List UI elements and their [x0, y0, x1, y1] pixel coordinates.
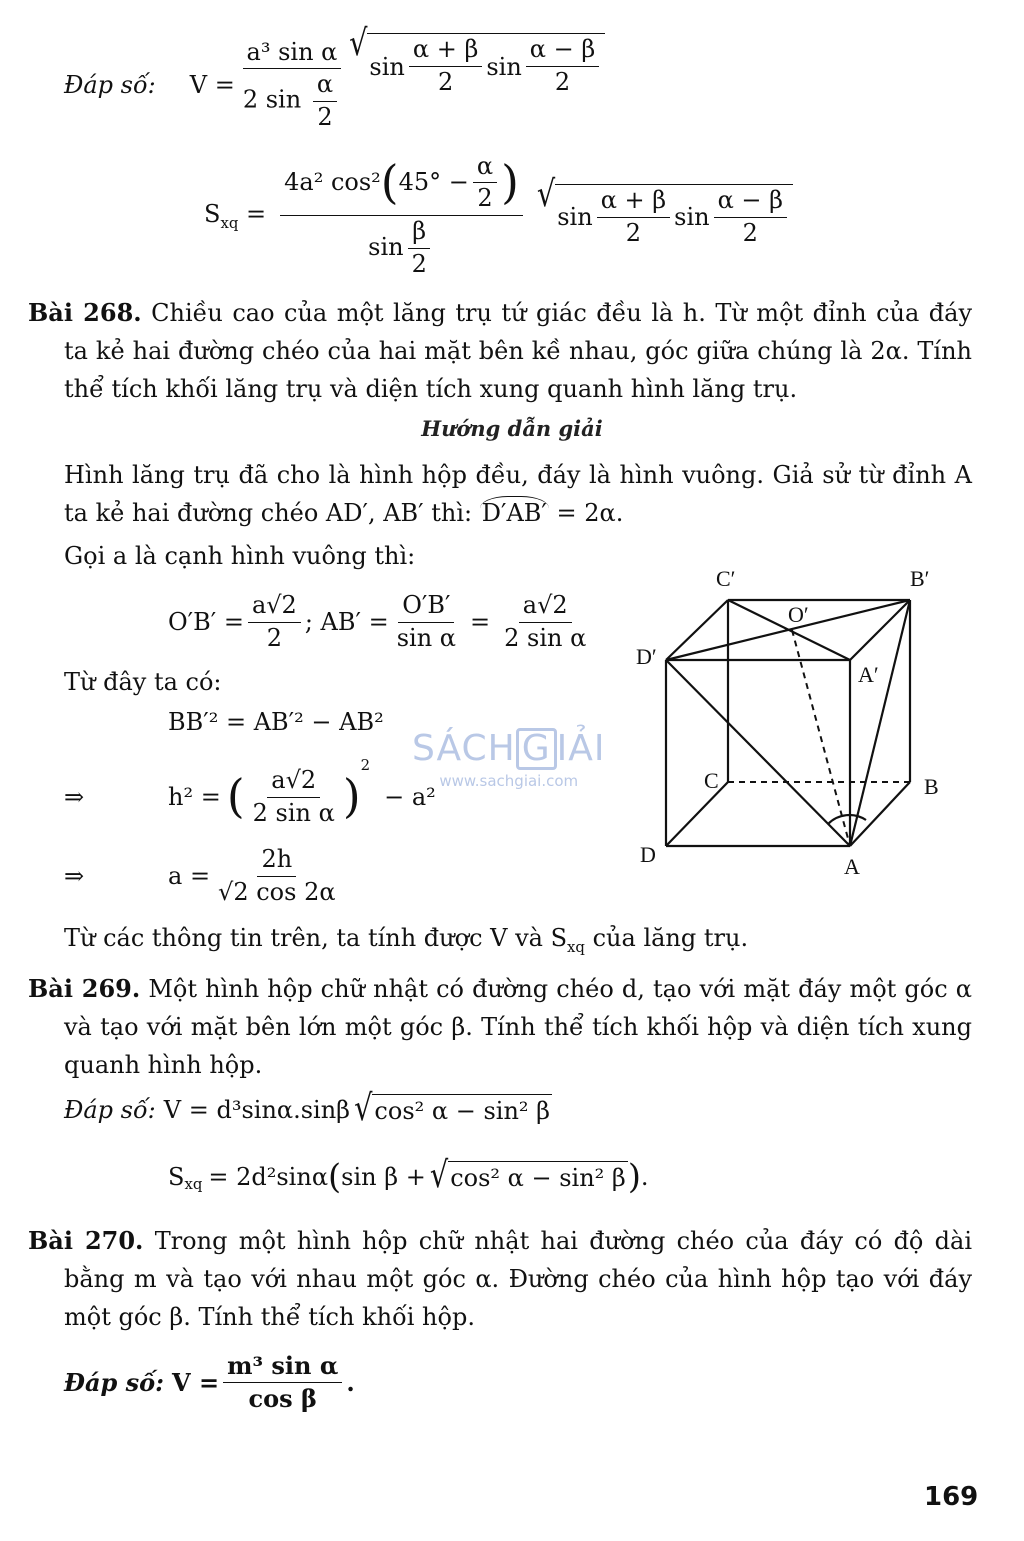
answer-v-formula	[64, 21, 605, 140]
sqrt	[536, 172, 793, 247]
sin-text: sin	[486, 52, 522, 81]
answer-269-v	[64, 1086, 552, 1129]
formula-text: = 2d²sinα	[208, 1162, 329, 1191]
sqrt-arg	[367, 33, 605, 96]
numerator: 2h	[257, 846, 296, 877]
logo-text: G	[516, 728, 557, 770]
label-d: D	[640, 842, 656, 867]
logo-text: SÁCH	[412, 728, 516, 769]
formula-text: h² =	[168, 783, 221, 811]
subscript: xq	[567, 937, 585, 956]
formula-text: sin β +	[341, 1162, 426, 1191]
implies-arrow: ⇒	[64, 783, 85, 811]
sin-text: sin	[557, 203, 593, 231]
paragraph-text: của lăng trụ.	[592, 924, 749, 952]
implies-arrow: ⇒	[64, 862, 85, 890]
numerator: α − β	[526, 36, 599, 67]
denominator: cos β	[248, 1383, 317, 1413]
denominator: 2	[625, 218, 642, 247]
denominator: 2	[411, 249, 427, 278]
inner-fraction	[408, 218, 431, 278]
left-paren: (	[328, 1157, 342, 1196]
numerator: a√2	[519, 592, 572, 623]
denominator: 2	[477, 184, 493, 213]
formula-lhs: V =	[189, 71, 235, 99]
formula-h	[64, 752, 436, 842]
formula-text: V = d³sinα.sinβ	[163, 1095, 351, 1124]
denominator: 2	[266, 623, 283, 652]
numerator: β	[408, 218, 430, 249]
guide-title: Hướng dẫn giải	[421, 416, 603, 441]
exercise-label: Bài 268.	[28, 298, 142, 327]
numerator	[280, 153, 523, 216]
denominator: 2	[437, 68, 454, 96]
radical-sign: √	[536, 172, 556, 215]
formula-ob-ab	[168, 584, 594, 660]
logo-text: IẢI	[556, 728, 606, 769]
numerator: α + β	[597, 187, 670, 218]
exponent: 2	[360, 756, 371, 774]
paragraph-text: Hình lăng trụ đã cho là hình hộp đều, đáy là hình vuông. Giả sử từ đỉnh A ta kẻ hai đường chéo AD′, AB′ thì:	[64, 461, 972, 527]
fraction	[500, 592, 590, 652]
formula-text: .	[346, 1367, 355, 1397]
watermark-logo	[412, 728, 606, 770]
label-c: C	[704, 768, 719, 793]
numerator: α − β	[714, 187, 787, 218]
denominator: 2 sin α	[252, 798, 335, 827]
formula-text: .	[640, 1162, 649, 1191]
formula-text: ; AB′ =	[304, 608, 389, 636]
paragraph-text: = 2α.	[556, 499, 624, 527]
formula-text: − a²	[384, 783, 436, 811]
guide-paragraph-1	[64, 456, 972, 532]
exercise-268	[28, 294, 972, 408]
numerator: O′B′	[398, 592, 454, 623]
numerator: m³ sin α	[223, 1352, 342, 1383]
inner-fraction	[473, 153, 497, 213]
fraction	[239, 39, 345, 132]
equals: =	[246, 199, 267, 228]
denominator	[364, 216, 439, 278]
angle-notation: D′AB′	[480, 496, 549, 527]
answer-label: Đáp số:	[64, 71, 156, 99]
radical-sign: √	[349, 21, 368, 65]
exercise-269	[28, 970, 972, 1084]
numerator: a√2	[267, 767, 320, 798]
label-o-prime: O′	[788, 602, 809, 627]
s-text: S	[204, 199, 221, 228]
fraction	[714, 187, 787, 247]
den-text: sin	[368, 233, 404, 262]
denominator: 2	[554, 68, 571, 96]
denominator: sin α	[396, 623, 456, 652]
answer-label: Đáp số:	[64, 1367, 165, 1397]
label-c-prime: C′	[716, 566, 736, 591]
numerator: a√2	[248, 592, 301, 623]
label-a-prime: A′	[858, 662, 879, 687]
sqrt-arg: cos² α − sin² β	[372, 1094, 552, 1125]
numerator: α	[473, 153, 497, 184]
sqrt	[354, 1086, 552, 1129]
prism-figure	[632, 566, 962, 886]
fraction	[526, 36, 599, 96]
equals: =	[470, 608, 491, 636]
sqrt-arg	[555, 184, 793, 247]
exercise-label: Bài 270.	[28, 1226, 144, 1255]
right-paren: )	[627, 1157, 641, 1196]
fraction	[409, 36, 482, 96]
formula-text: O′B′ =	[168, 608, 244, 636]
sin-text: sin	[369, 52, 405, 81]
exercise-text: Một hình hộp chữ nhật có đường chéo d, tạo với mặt đáy một góc α và tạo với mặt bên lớn một góc β. Tính thể tích khối hộp và diện tích xung quanh hình hộp.	[64, 975, 972, 1079]
fraction	[249, 767, 339, 827]
label-d-prime: D′	[636, 644, 657, 669]
right-paren: )	[342, 770, 361, 824]
guide-paragraph-3: Từ đây ta có:	[64, 668, 222, 696]
radical-sign: √	[354, 1086, 373, 1129]
fraction	[214, 846, 340, 906]
s-text: S	[168, 1162, 185, 1191]
fraction	[597, 187, 670, 247]
sqrt-arg: cos² α − sin² β	[448, 1161, 628, 1192]
sqrt	[429, 1153, 628, 1197]
denominator	[239, 69, 345, 131]
answer-270	[64, 1344, 355, 1420]
subscript: xq	[184, 1174, 203, 1193]
answer-sxq-formula	[204, 148, 793, 283]
left-paren: (	[226, 770, 245, 824]
answer-label: Đáp số:	[64, 1095, 156, 1124]
left-paren: (	[380, 156, 399, 210]
formula-bb: BB′² = AB′² − AB²	[168, 708, 384, 736]
fraction	[393, 592, 460, 652]
fraction	[280, 153, 523, 278]
subscript: xq	[220, 213, 239, 232]
fraction	[248, 592, 301, 652]
fraction	[223, 1352, 342, 1412]
radical-sign: √	[429, 1153, 449, 1197]
label-b-prime: B′	[910, 566, 930, 591]
formula-a	[64, 838, 344, 914]
denominator: √2 cos 2α	[218, 877, 336, 906]
numerator: a³ sin α	[243, 39, 342, 70]
paragraph-text: Từ các thông tin trên, ta tính được V và S	[64, 924, 568, 952]
watermark	[412, 728, 606, 790]
denominator: 2 sin α	[504, 623, 587, 652]
guide-paragraph-4	[64, 924, 748, 956]
watermark-url: www.sachgiai.com	[439, 772, 579, 790]
formula-text: V =	[172, 1367, 220, 1397]
label-b: B	[924, 774, 939, 799]
numerator: α	[313, 71, 337, 102]
exercise-text: Chiều cao của một lăng trụ tứ giác đều là h. Từ một đỉnh của đáy ta kẻ hai đường chéo của hai mặt bên kề nhau, góc giữa chúng là 2α. Tính thể tích khối lăng trụ và diện tích xung quanh hình lăng trụ.	[64, 299, 973, 403]
exercise-270	[28, 1222, 972, 1336]
num-text: 4a² cos²	[284, 168, 381, 197]
num-inner-text: 45° −	[398, 168, 469, 197]
numerator: α + β	[409, 36, 482, 67]
label-a: A	[844, 854, 860, 879]
den-text: 2 sin	[242, 85, 302, 114]
formula-text: a =	[168, 862, 211, 890]
exercise-label: Bài 269.	[28, 974, 141, 1003]
exercise-text: Trong một hình hộp chữ nhật hai đường chéo của đáy có độ dài bằng m và tạo với nhau một góc α. Đường chéo của hình hộp tạo với đáy một góc β. Tính thể tích khối hộp.	[64, 1227, 972, 1331]
denominator: 2	[742, 218, 758, 247]
denominator: 2	[317, 102, 333, 131]
inner-fraction	[313, 71, 337, 131]
sin-text: sin	[674, 203, 710, 231]
right-paren: )	[501, 156, 519, 210]
page-number: 169	[924, 1482, 979, 1512]
sqrt	[349, 21, 605, 96]
answer-269-sxq	[168, 1153, 649, 1197]
formula-lhs	[204, 200, 266, 232]
guide-paragraph-2: Gọi a là cạnh hình vuông thì:	[64, 542, 416, 570]
